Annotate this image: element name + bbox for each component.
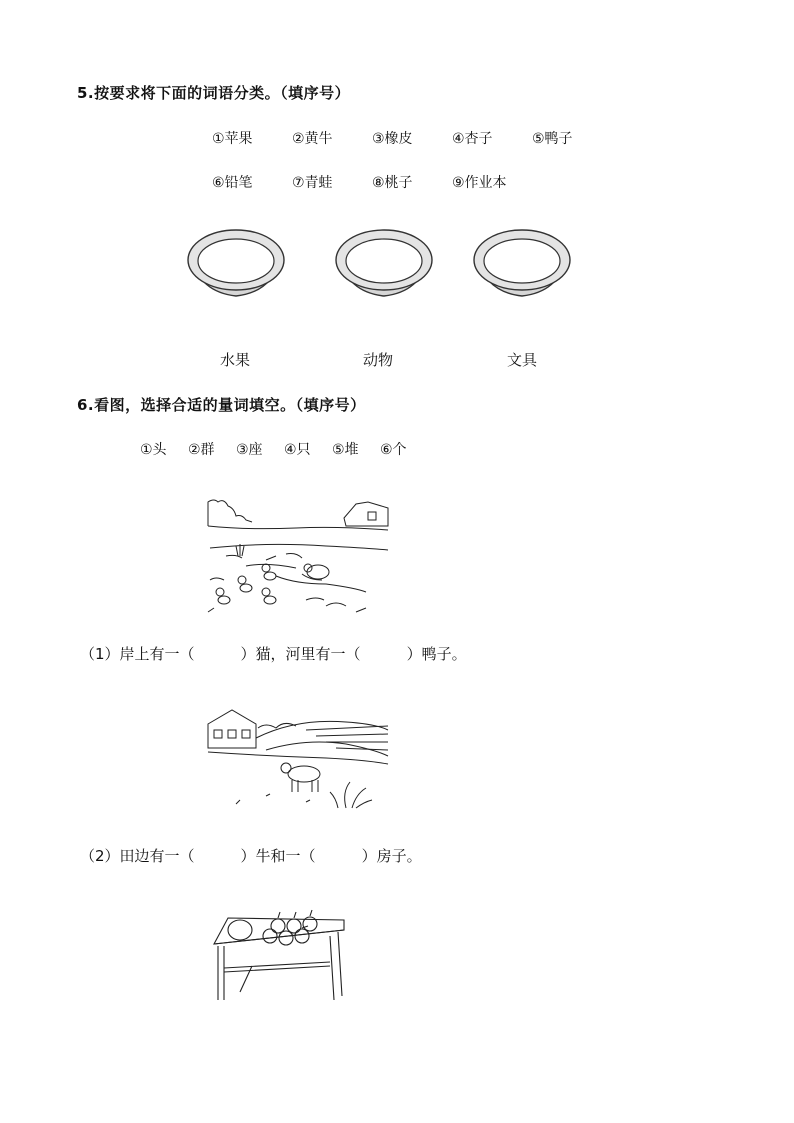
word-item: ⑤鸭子 xyxy=(532,131,573,147)
measure-option: ①头 xyxy=(140,442,167,458)
farm-cow-house-picture xyxy=(206,708,390,818)
measure-option: ⑤堆 xyxy=(332,442,359,458)
bowl-stationery-image xyxy=(472,226,572,302)
word-item: ⑦青蛙 xyxy=(292,175,333,191)
word-item: ②黄牛 xyxy=(292,131,333,147)
word-item: ①苹果 xyxy=(212,131,253,147)
sentence-1-part: ）猫，河里有一（ xyxy=(240,645,361,663)
bowl-label: 文具 xyxy=(507,351,538,369)
word-item: ⑥铅笔 xyxy=(212,175,253,191)
word-item: ④杏子 xyxy=(452,131,493,147)
word-item: ⑧桃子 xyxy=(372,175,413,191)
sentence-2-part: ）房子。 xyxy=(361,847,422,865)
bowl-label: 水果 xyxy=(220,351,251,369)
measure-option: ③座 xyxy=(236,442,263,458)
sentence-1-part: ）鸭子。 xyxy=(406,645,467,663)
sentence-2-part: ）牛和一（ xyxy=(240,847,316,865)
measure-option: ②群 xyxy=(188,442,215,458)
table-fruit-picture xyxy=(212,906,348,1004)
bowl-animal-image xyxy=(334,226,434,302)
word-item: ⑨作业本 xyxy=(452,175,507,191)
bowl-fruit-image xyxy=(186,226,286,302)
sentence-1-part: （1）岸上有一（ xyxy=(80,645,195,663)
riverside-ducks-cat-picture xyxy=(206,496,390,614)
word-item: ③橡皮 xyxy=(372,131,413,147)
bowl-label: 动物 xyxy=(363,351,394,369)
sentence-1 xyxy=(80,643,467,664)
measure-option: ④只 xyxy=(284,442,311,458)
q6-title: 6.看图，选择合适的量词填空。（填序号） xyxy=(77,396,366,414)
sentence-2 xyxy=(80,845,422,866)
q5-title: 5.按要求将下面的词语分类。（填序号） xyxy=(77,84,351,102)
measure-option: ⑥个 xyxy=(380,442,407,458)
sentence-2-part: （2）田边有一（ xyxy=(80,847,195,865)
